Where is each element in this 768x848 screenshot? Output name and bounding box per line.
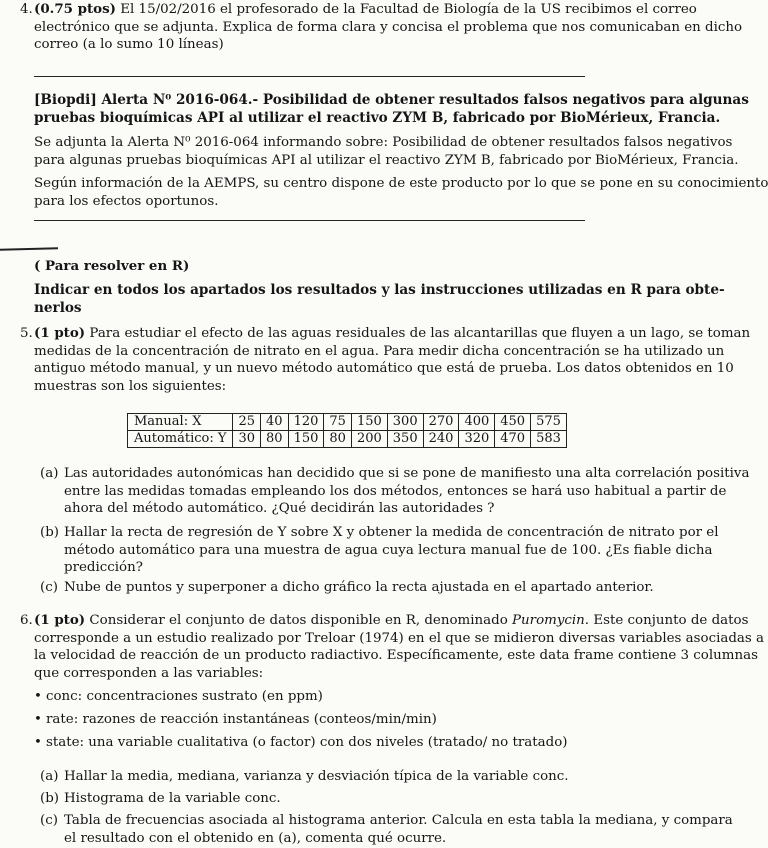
q6-item-b: Histograma de la variable conc. (64, 791, 281, 806)
email-body-paragraph-1: Se adjunta la Alerta N⁰ 2016-064 informando sobre: Posibilidad de obtener resultados falsos negativos para algunas pruebas bioquímicas API al utilizar el reactivo ZYM B, fabricado por BioMérieux, Francia. (34, 135, 739, 168)
q5-item-b-label: (b) (40, 525, 60, 540)
question-5-text: (1 pto) Para estudiar el efecto de las aguas residuales de las alcantarillas que fluyen a un lago, se toman medidas de la concentración de nitrato en el agua. Para medir dicha concentración se ha utilizado un antiguo método manual, y un nuevo método automático que está de prueba. Los datos obtenidos en 10 muestras son los siguientes: (34, 325, 751, 394)
table-cell: 320 (459, 431, 495, 448)
table-row-automatico (128, 431, 567, 448)
table-cell: 40 (261, 414, 289, 431)
table-cell: 300 (387, 414, 423, 431)
question-5-points: (1 pto) (34, 325, 86, 341)
list-item: • rate: razones de reacción instantáneas (conteos/min/min) (34, 711, 567, 734)
section-r-instruction: Indicar en todos los apartados los resultados y las instrucciones utilizadas en R para obte- nerlos (34, 282, 725, 316)
table-cell: 400 (459, 414, 495, 431)
section-r-heading: ( Para resolver en R) (34, 258, 190, 274)
question-4-number: 4. (20, 2, 33, 17)
table-cell: 30 (233, 431, 261, 448)
table-row-manual (128, 414, 567, 431)
table-cell: 120 (288, 414, 324, 431)
answer-line (34, 76, 585, 77)
q6-item-b-label: (b) (40, 791, 60, 806)
question-5-number: 5. (20, 326, 33, 341)
table-cell: 200 (351, 431, 387, 448)
q6-item-c-label: (c) (40, 813, 58, 828)
table-cell: 75 (324, 414, 352, 431)
email-end-line (34, 220, 585, 221)
q6-item-c: Tabla de frecuencias asociada al histograma anterior. Calcula en esta tabla la mediana, y compara el resultado con el obtenido en (a), comenta qué ocurre. (64, 813, 733, 846)
question-6-points: (1 pto) (34, 612, 86, 628)
variable-list (34, 688, 567, 757)
table-cell: 80 (324, 431, 352, 448)
q5-item-c-label: (c) (40, 580, 58, 595)
list-item: • conc: concentraciones sustrato (en ppm) (34, 688, 567, 711)
email-body-paragraph-2: Según información de la AEMPS, su centro dispone de este producto por lo que se pone en su conocimiento para los efectos oportunos. (34, 176, 768, 209)
row-label: Manual: X (128, 414, 233, 431)
nitrate-data-table (127, 413, 567, 448)
q5-item-c: Nube de puntos y superponer a dicho gráfico la recta ajustada en el apartado anterior. (64, 580, 654, 595)
row-label: Automático: Y (128, 431, 233, 448)
dataset-name: Puromycin. (512, 613, 590, 628)
q5-item-b: Hallar la recta de regresión de Y sobre X y obtener la medida de concentración de nitrato por el método automático para una muestra de agua cuya lectura manual fue de 100. ¿Es fiable dicha predicción? (64, 525, 719, 576)
table-cell: 583 (531, 431, 567, 448)
question-6-text: (1 pto) Considerar el conjunto de datos disponible en R, denominado Puromycin. Este conjunto de datos corresponde a un estudio realizado por Treloar (1974) en el que se midieron diversas variables asociadas a la velocidad de reacción de un producto radiactivo. Específicamente, este data frame contiene 3 columnas que corresponden a las variables: (34, 612, 765, 681)
table-cell: 450 (495, 414, 531, 431)
table-cell: 575 (531, 414, 567, 431)
table-cell: 25 (233, 414, 261, 431)
list-item: • state: una variable cualitativa (o factor) con dos niveles (tratado/ no tratado) (34, 734, 567, 757)
table-cell: 240 (423, 431, 459, 448)
table-cell: 270 (423, 414, 459, 431)
question-4-text: (0.75 ptos) El 15/02/2016 el profesorado de la Facultad de Biología de la US recibimos el correo electrónico que se adjunta. Explica de forma clara y concisa el problema que nos comunicaban en dicho correo (a lo sumo 10 líneas) (34, 1, 743, 53)
q5-item-a-label: (a) (40, 466, 59, 481)
email-title: [Biopdi] Alerta N⁰ 2016-064.- Posibilidad de obtener resultados falsos negativos para algunas pruebas bioquímicas API al utilizar el reactivo ZYM B, fabricado por BioMérieux, Francia. (34, 92, 749, 126)
q5-item-a: Las autoridades autonómicas han decidido que si se pone de manifiesto una alta correlación positiva entre las medidas tomadas empleando los dos métodos, entonces se hará uso habitual a partir de ahora del método automático. ¿Qué decidirán las autoridades ? (64, 466, 750, 517)
table-cell: 350 (387, 431, 423, 448)
section-divider (0, 247, 58, 251)
question-6-number: 6. (20, 613, 33, 628)
q6-item-a: Hallar la media, mediana, varianza y desviación típica de la variable conc. (64, 769, 569, 784)
q6-item-a-label: (a) (40, 769, 59, 784)
table-cell: 80 (261, 431, 289, 448)
table-cell: 150 (288, 431, 324, 448)
question-4-points: (0.75 ptos) (34, 1, 116, 17)
table-cell: 470 (495, 431, 531, 448)
table-cell: 150 (351, 414, 387, 431)
